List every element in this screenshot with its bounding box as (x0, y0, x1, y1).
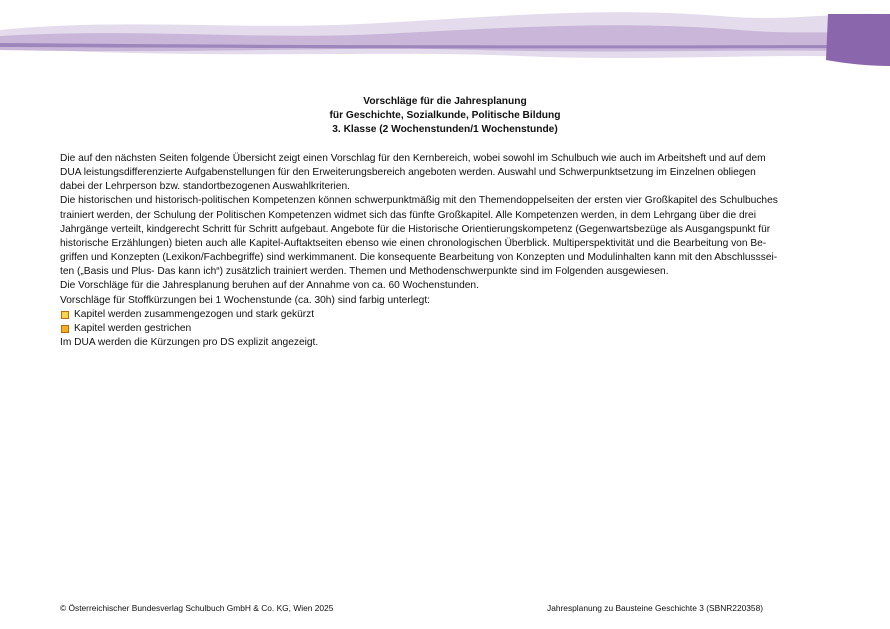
body-line: Jahrgänge verteilt, kindgerecht Schritt für Schritt aufgebaut. Angebote für die Historische Orientierungskompetenz (Gegenwartsbezüge als Ausgangspunkt für (60, 223, 771, 235)
body-text (60, 152, 820, 350)
legend-label: Kapitel werden zusammengezogen und stark gekürzt (74, 308, 315, 320)
body-line: trainiert werden, der Schulung der Politischen Kompetenzen widmet sich das fünfte Großkapitel. Alle Kompetenzen werden, in dem Lehrgang über die drei (60, 209, 756, 221)
body-line: griffen und Konzepten (Lexikon/Fachbegriffe) sind werkimmanent. Die konsequente Bearbeitung von Konzepten und Modulinhalten kann mit den Abschlusssei- (60, 252, 778, 264)
heading-line-2: für Geschichte, Sozialkunde, Politische Bildung (329, 110, 561, 121)
body-line: Vorschläge für Stoffkürzungen bei 1 Wochenstunde (ca. 30h) sind farbig unterlegt: (60, 294, 430, 306)
body-line: ten („Basis und Plus- Das kann ich“) zusätzlich trainiert werden. Themen und Methodenschwerpunkte sind im Folgenden ausgewiesen. (60, 266, 669, 278)
header-banner (0, 0, 890, 80)
body-line: Die Vorschläge für die Jahresplanung beruhen auf der Annahme von ca. 60 Wochenstunden. (60, 280, 479, 292)
heading-line-1: Vorschläge für die Jahresplanung (363, 96, 527, 107)
footer-copyright: © Österreichischer Bundesverlag Schulbuch GmbH & Co. KG, Wien 2025 (60, 603, 334, 613)
orange-swatch-icon (61, 325, 69, 333)
legend-item-shortened (60, 308, 820, 322)
banner-tab (826, 14, 890, 66)
legend-label: Kapitel werden gestrichen (74, 322, 192, 334)
body-line: DUA leistungsdifferenzierte Aufgabenstellungen für den Erweiterungsbereich angeboten werden. Auswahl und Schwerpunktsetzung im Einzelnen obliegen (60, 167, 756, 179)
body-line: historische Erzählungen) bieten auch alle Kapitel-Auftaktseiten ebenso wie einen chronologischen Überblick. Multiperspektivität und die Bearbeitung von Be- (60, 237, 767, 249)
yellow-swatch-icon (61, 311, 69, 319)
body-line: Die auf den nächsten Seiten folgende Übersicht zeigt einen Vorschlag für den Kernbereich, wobei sowohl im Schulbuch wie auch im Arbeitsheft und auf dem (60, 153, 766, 164)
heading-line-3: 3. Klasse (2 Wochenstunden/1 Wochenstunde) (332, 124, 558, 135)
legend-item-removed (60, 322, 820, 336)
footer-document-title: Jahresplanung zu Bausteine Geschichte 3 (SBNR220358) (547, 603, 764, 613)
closing-line: Im DUA werden die Kürzungen pro DS explizit angezeigt. (60, 337, 319, 349)
document-heading (0, 95, 890, 137)
body-line: Die historischen und historisch-politischen Kompetenzen können schwerpunktmäßig mit den Themendoppelseiten der ersten vier Großkapitel des Schulbuches (60, 195, 778, 207)
body-line: dabei der Lehrperson bzw. standortbezogenen Auswahlkriterien. (60, 181, 350, 193)
